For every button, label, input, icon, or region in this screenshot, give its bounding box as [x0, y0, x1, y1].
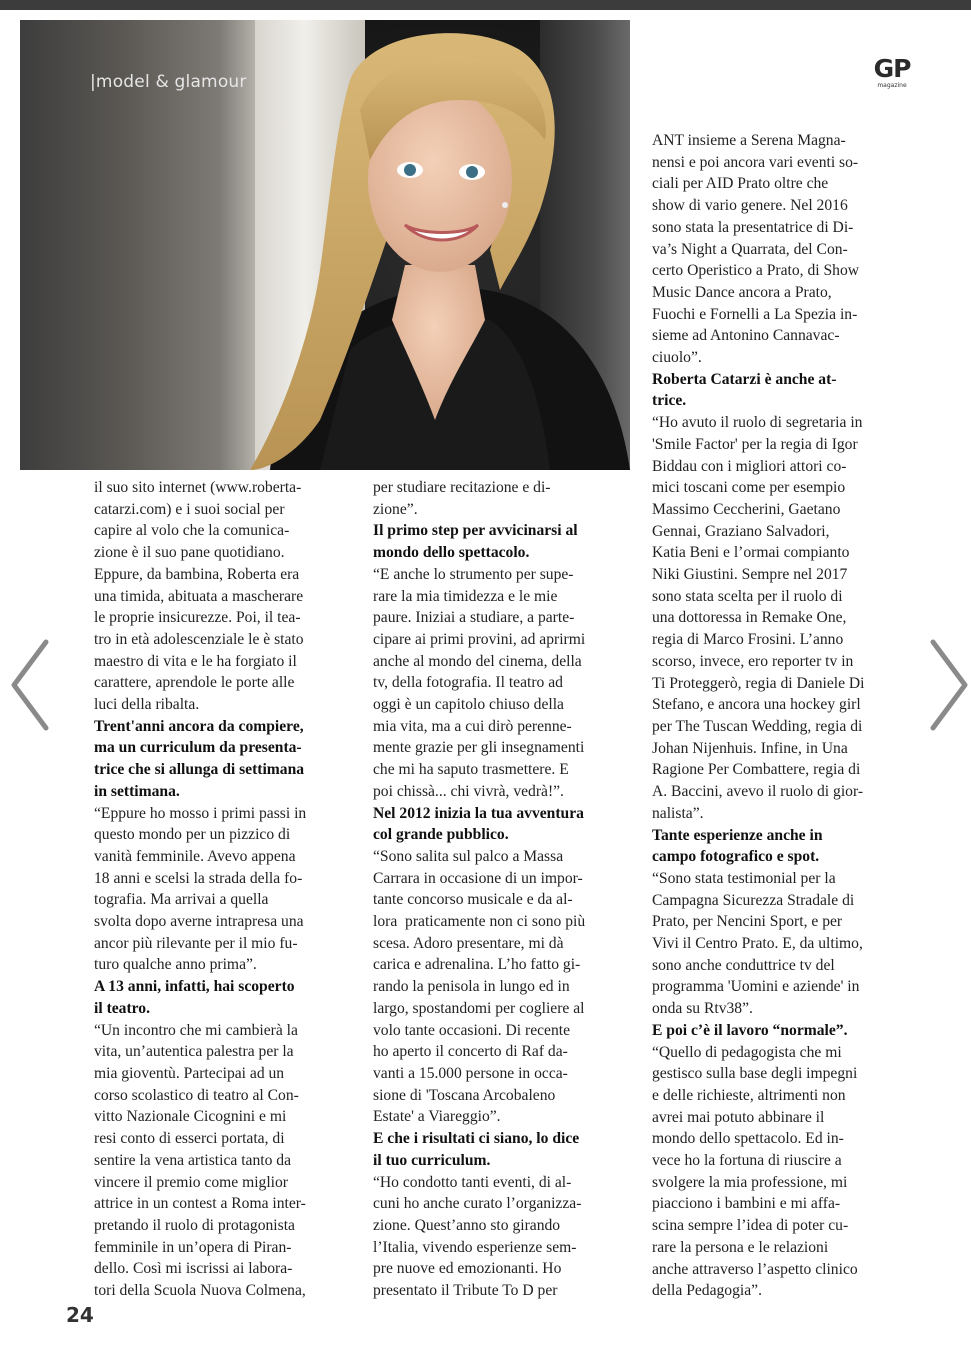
article-text-line: largo, spostandomi per cogliere al: [373, 999, 585, 1017]
article-text-line: scesa. Adoro presentare, mi dà: [373, 934, 564, 952]
article-subheading-line: E poi c’è il lavoro “normale”.: [652, 1021, 848, 1039]
article-subheading-line: trice che si allunga di settimana: [94, 761, 305, 779]
article-text-line: sione di 'Toscana Arcobaleno: [373, 1086, 556, 1104]
logo-text: GP: [873, 54, 911, 83]
article-text-line: tro in età adolescenziale le è stato: [94, 630, 304, 648]
article-text-line: resi conto di esserci portata, di: [94, 1130, 285, 1148]
article-subheading-line: col grande pubblico.: [373, 826, 509, 844]
article-text-line: “Quello di pedagogista che mi: [652, 1043, 842, 1061]
article-text-line: turo qualche anno prima”.: [94, 956, 257, 974]
article-text-line: questo mondo per un pizzico di: [94, 826, 291, 844]
article-text-line: vitto Nazionale Cicognini e mi: [94, 1108, 287, 1126]
article-text-line: dello. Così mi iscrissi ai labora-: [94, 1260, 293, 1278]
article-text-line: programma 'Uomini e aziende' in: [652, 978, 860, 996]
article-subheading-line: E che i risultati ci siano, lo dice: [373, 1130, 580, 1148]
article-subheading-line: Trent'anni ancora da compiere,: [94, 717, 304, 735]
article-text-line: l’Italia, vivendo esperienze sem-: [373, 1238, 577, 1256]
article-text-line: “E anche lo strumento per supe-: [373, 565, 574, 583]
article-text-line: per The Tuscan Wedding, regia di: [652, 717, 863, 735]
logo-subtitle: magazine: [877, 82, 907, 89]
article-text-line: oggi è un capitolo chiuso della: [373, 696, 564, 714]
article-text-line: Stefano, e ancora una hockey girl: [652, 696, 861, 714]
article-column-2: [373, 477, 585, 1302]
article-text-line: avrei mai potuto abbinare il: [652, 1108, 825, 1126]
article-text-line: catarzi.com) e i suoi social per: [94, 500, 285, 518]
article-subheading-line: il teatro.: [94, 999, 151, 1017]
article-text-line: “Ho avuto il ruolo di segretaria in: [652, 414, 863, 432]
chevron-left-icon: [6, 638, 54, 732]
article-text-line: onda su Rtv38”.: [652, 1000, 753, 1018]
article-subheading-line: trice.: [652, 392, 687, 410]
article-text-line: vanità femminile. Avevo appena: [94, 847, 296, 865]
article-text-line: Niki Giustini. Sempre nel 2017: [652, 566, 848, 584]
article-text-line: “Ho condotto tanti eventi, di al-: [373, 1173, 572, 1191]
article-text-line: pretando il ruolo di protagonista: [94, 1216, 295, 1234]
article-subheading-line: A 13 anni, infatti, hai scoperto: [94, 978, 295, 996]
article-text-line: Ti Proteggerò, regia di Daniele Di: [652, 674, 865, 692]
article-text-line: Eppure, da bambina, Roberta era: [94, 565, 300, 583]
article-text-line: ciali per AID Prato oltre che: [652, 175, 829, 193]
article-text-line: certo Operistico a Prato, di Show: [652, 262, 860, 280]
article-text-line: mia vita, ma a cui dirò perenne-: [373, 717, 572, 735]
article-text-line: va’s Night a Quarrata, del Con-: [652, 240, 848, 258]
article-subheading-line: campo fotografico e spot.: [652, 848, 820, 866]
viewer-top-bar: [0, 0, 971, 10]
article-text-line: Johan Nijenhuis. Infine, in Una: [652, 739, 848, 757]
page-number: 24: [66, 1303, 94, 1327]
article-text-line: rare la persona e le relazioni: [652, 1238, 829, 1256]
article-text-line: Massimo Ceccherini, Gaetano: [652, 500, 841, 518]
article-subheading-line: Il primo step per avvicinarsi al: [373, 522, 578, 540]
article-text-line: e delle richieste, altrimenti non: [652, 1086, 846, 1104]
article-text-line: ho aperto il concerto di Raf da-: [373, 1043, 568, 1061]
article-text-line: vanti a 15.000 persone in occa-: [373, 1064, 568, 1082]
article-text-line: svolta dopo averne intrapresa una: [94, 913, 304, 931]
article-text-line: Campagna Sicurezza Stradale di: [652, 891, 855, 909]
article-text-line: tori della Scuola Nuova Colmena,: [94, 1282, 306, 1300]
article-text-line: presentato il Tribute To D per: [373, 1282, 558, 1300]
article-text-line: anche al mondo del cinema, della: [373, 652, 582, 670]
article-text-line: rare la mia timidezza e le mie: [373, 587, 558, 605]
article-text-line: “Sono salita sul palco a Massa: [373, 847, 564, 865]
article-text-line: femminile in un’opera di Piran-: [94, 1238, 292, 1256]
article-text-line: nensi e poi ancora vari eventi so-: [652, 153, 859, 171]
section-label: |model & glamour: [90, 72, 247, 92]
article-text-line: regia di Marco Frosini. L’anno: [652, 631, 844, 649]
article-subheading-line: Roberta Catarzi è anche at-: [652, 370, 837, 388]
article-text-line: anche attraverso l’aspetto clinico: [652, 1260, 858, 1278]
previous-page-button[interactable]: [6, 638, 54, 732]
article-text-line: mia gioventù. Partecipai ad un: [94, 1064, 285, 1082]
magazine-logo: [868, 56, 916, 89]
article-text-line: sono stata la presentatrice di Di-: [652, 218, 854, 236]
article-text-line: pre nuove ed emozionanti. Ho: [373, 1260, 562, 1278]
article-text-line: maestro di vita e le ha forgiato il: [94, 652, 297, 670]
article-subheading-line: Tante esperienze anche in: [652, 826, 823, 844]
article-text-line: le proprie insicurezze. Poi, il tea-: [94, 609, 301, 627]
article-text-line: Gennai, Graziano Salvadori,: [652, 522, 830, 540]
article-text-line: ciuolo”.: [652, 349, 702, 367]
article-text-line: cipare ai primi provini, ad aprirmi: [373, 630, 586, 648]
article-text-line: per studiare recitazione e di-: [373, 479, 551, 496]
article-text-line: luci della ribalta.: [94, 696, 200, 714]
article-text-line: Katia Beni e l’ormai compianto: [652, 544, 850, 562]
article-text-line: ancor più rilevante per il mio fu-: [94, 934, 298, 952]
article-text-line: 'Smile Factor' per la regia di Igor: [652, 435, 858, 453]
article-text-line: vincere il premio come miglior: [94, 1173, 288, 1191]
article-text-line: cuni ho anche curato l’organizza-: [373, 1195, 582, 1213]
article-text-line: show di vario genere. Nel 2016: [652, 197, 848, 215]
article-text-line: Estate' a Viareggio”.: [373, 1108, 501, 1126]
article-text-line: zione è il suo pane quotidiano.: [94, 544, 285, 562]
article-text-line: Biddau con i migliori attori co-: [652, 457, 847, 475]
article-text-line: lora praticamente non ci sono più: [373, 913, 586, 931]
article-text-line: carica e adrenalina. L’ho fatto gi-: [373, 956, 581, 974]
article-text-line: “Sono stata testimonial per la: [652, 869, 836, 887]
article-text-line: scina sempre l’idea di poter cu-: [652, 1217, 849, 1235]
article-subheading-line: in settimana.: [94, 782, 180, 800]
article-text-line: Ragione Per Combattere, regia di: [652, 761, 861, 779]
article-subheading-line: mondo dello spettacolo.: [373, 544, 530, 562]
chevron-right-icon: [925, 638, 971, 732]
article-text-line: sieme ad Antonino Cannavac-: [652, 327, 840, 345]
article-text-line: poi chissà... chi vivrà, vedrà!”.: [373, 782, 564, 800]
article-subheading-line: il tuo curriculum.: [373, 1151, 491, 1169]
article-text-line: mondo dello spettacolo. Ed in-: [652, 1130, 844, 1148]
article-text-line: della Pedagogia”.: [652, 1282, 762, 1300]
article-text-line: che mi ha saputo trasmettere. E: [373, 761, 569, 779]
article-text-line: sono anche conduttrice tv del: [652, 956, 835, 974]
article-text-line: mici toscani come per esempio: [652, 479, 846, 497]
magazine-page: [10, 10, 921, 1365]
article-text-line: sono stata scelta per il ruolo di: [652, 587, 843, 605]
article-text-line: zione. Quest’anno sto girando: [373, 1216, 561, 1234]
article-text-line: “Un incontro che mi cambierà la: [94, 1021, 298, 1039]
article-text-line: paure. Iniziai a studiare, a parte-: [373, 609, 575, 627]
article-text-line: piacciono i bambini e mi affa-: [652, 1195, 841, 1213]
article-text-line: scorso, invece, ero reporter tv in: [652, 652, 854, 670]
article-text-line: tante concorso musicale e da al-: [373, 891, 573, 909]
article-text-line: tv, della fotografia. Il teatro ad: [373, 674, 563, 692]
article-column-1: [94, 477, 306, 1302]
article-text-line: mente grazie per gli insegnamenti: [373, 739, 585, 757]
article-text-line: “Eppure ho mosso i primi passi in: [94, 804, 307, 822]
article-text-line: capire al volo che la comunica-: [94, 522, 290, 540]
article-text-line: Carrara in occasione di un impor-: [373, 869, 583, 887]
article-text-line: Vivi il Centro Prato. E, da ultimo,: [652, 935, 863, 953]
article-text-line: sentire la vena artistica tanto da: [94, 1151, 292, 1169]
article-text-line: zione”.: [373, 500, 418, 518]
article-text-line: carattere, aprendole le porte alle: [94, 674, 295, 692]
article-text-line: Music Dance ancora a Prato,: [652, 283, 832, 301]
article-text-line: volo tante occasioni. Di recente: [373, 1021, 571, 1039]
article-text-line: una dottoressa in Remake One,: [652, 609, 847, 627]
article-text-line: rando la penisola in lungo ed in: [373, 978, 570, 996]
article-text-line: A. Baccini, avevo il ruolo di gior-: [652, 783, 864, 801]
article-text-line: vita, un’autentica palestra per la: [94, 1043, 294, 1061]
article-text-line: svolgere la mia professione, mi: [652, 1173, 848, 1191]
article-text-line: una timida, abituata a mascherare: [94, 587, 304, 605]
article-text-line: ANT insieme a Serena Magna-: [652, 132, 846, 149]
article-column-3: [652, 130, 865, 1302]
article-text-line: vece ho la fortuna di riuscire a: [652, 1152, 842, 1170]
article-text-line: nalista”.: [652, 804, 704, 822]
article-text-line: tografia. Ma arrivai a quella: [94, 891, 269, 909]
article-text-line: il suo sito internet (www.roberta-: [94, 479, 302, 496]
article-text-line: 18 anni e scelsi la strada della fo-: [94, 869, 303, 887]
article-text-line: attrice in un contest a Roma inter-: [94, 1195, 306, 1213]
article-text-line: corso scolastico di teatro al Con-: [94, 1086, 299, 1104]
article-text-line: gestisco sulla base degli impegni: [652, 1065, 858, 1083]
article-text-line: Prato, per Nencini Sport, e per: [652, 913, 843, 931]
next-page-button[interactable]: [925, 638, 971, 732]
article-subheading-line: Nel 2012 inizia la tua avventura: [373, 804, 584, 822]
article-text-line: Fuochi e Fornelli a La Spezia in-: [652, 305, 858, 323]
article-subheading-line: ma un curriculum da presenta-: [94, 739, 302, 757]
